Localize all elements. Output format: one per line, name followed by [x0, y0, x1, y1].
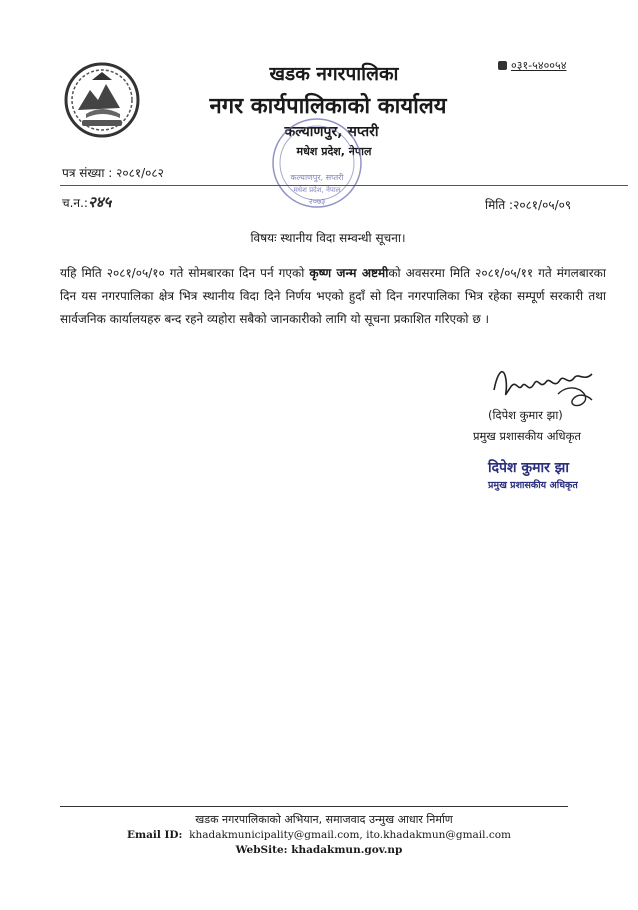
website-link[interactable]: khadakmun.gov.np: [291, 844, 403, 856]
dispatch-number-value: २४५: [87, 193, 112, 211]
stamp-province: मधेश प्रदेश, नेपाल: [293, 186, 341, 194]
phone-number: ०३१-५४००५४: [498, 58, 566, 73]
footer-slogan: खडक नगरपालिकाको अभियान, समाजवाद उन्मुख आधार निर्माण: [195, 813, 453, 826]
office-location: कल्याणपुर, सप्तरी: [284, 124, 379, 140]
footer-divider: [60, 806, 568, 807]
stamp-location: कल्याणपुर, सप्तरी: [290, 173, 344, 182]
letter-date: मिति :२०८१/०५/०९: [485, 198, 572, 212]
org-name: खडक नगरपालिका: [269, 63, 399, 85]
festival-name: कृष्ण जन्म अष्टमी: [309, 266, 389, 280]
footer-website: WebSite: khadakmun.gov.np: [235, 844, 403, 856]
letter-subject: विषयः स्थानीय विदा सम्वन्धी सूचना।: [250, 231, 406, 245]
signatory-name: (दिपेश कुमार झा): [488, 408, 563, 422]
signature-icon: [488, 360, 600, 412]
signatory-title: प्रमुख प्रशासकीय अधिकृत: [473, 429, 581, 443]
office-name: नगर कार्यपालिकाको कार्यालय: [209, 94, 447, 119]
office-stamp-icon: [262, 108, 372, 218]
seal-signatory-name: दिपेश कुमार झा: [488, 460, 569, 476]
header-divider: [60, 185, 628, 186]
footer-email: Email ID: khadakmunicipality@gmail.com, ito.khadakmun@gmail.com: [126, 829, 512, 841]
dispatch-number: च.न.:२४५: [62, 193, 112, 211]
email-addresses[interactable]: khadakmunicipality@gmail.com, ito.khadakmun@gmail.com: [189, 829, 512, 841]
letter-body: यहि मिति २०८१/०५/१० गते सोमबारका दिन पर्न गएको कृष्ण जन्म अष्टमीको अवसरमा मिति २०८१/०५/११ गते मंगलबारका दिन यस नगरपालिका क्षेत्र भित्र स्थानीय विदा दिने निर्णय भएको हुदाँ सो दिन नगरपालिका भित्र रहेका सम्पूर्ण सरकारी तथा सार्वजनिक कार्यालयहरु बन्द रहने व्यहोरा सबैको जानकारीको लागि यो सूचना प्रकाशित गरिएको छ ।: [60, 266, 607, 326]
stamp-year: २०७३: [308, 197, 326, 206]
letter-reference-number: पत्र संख्या : २०८१/०८२: [62, 166, 164, 180]
province-name: मधेश प्रदेश, नेपाल: [296, 145, 372, 158]
seal-signatory-title: प्रमुख प्रशासकीय अधिकृत: [488, 480, 578, 491]
